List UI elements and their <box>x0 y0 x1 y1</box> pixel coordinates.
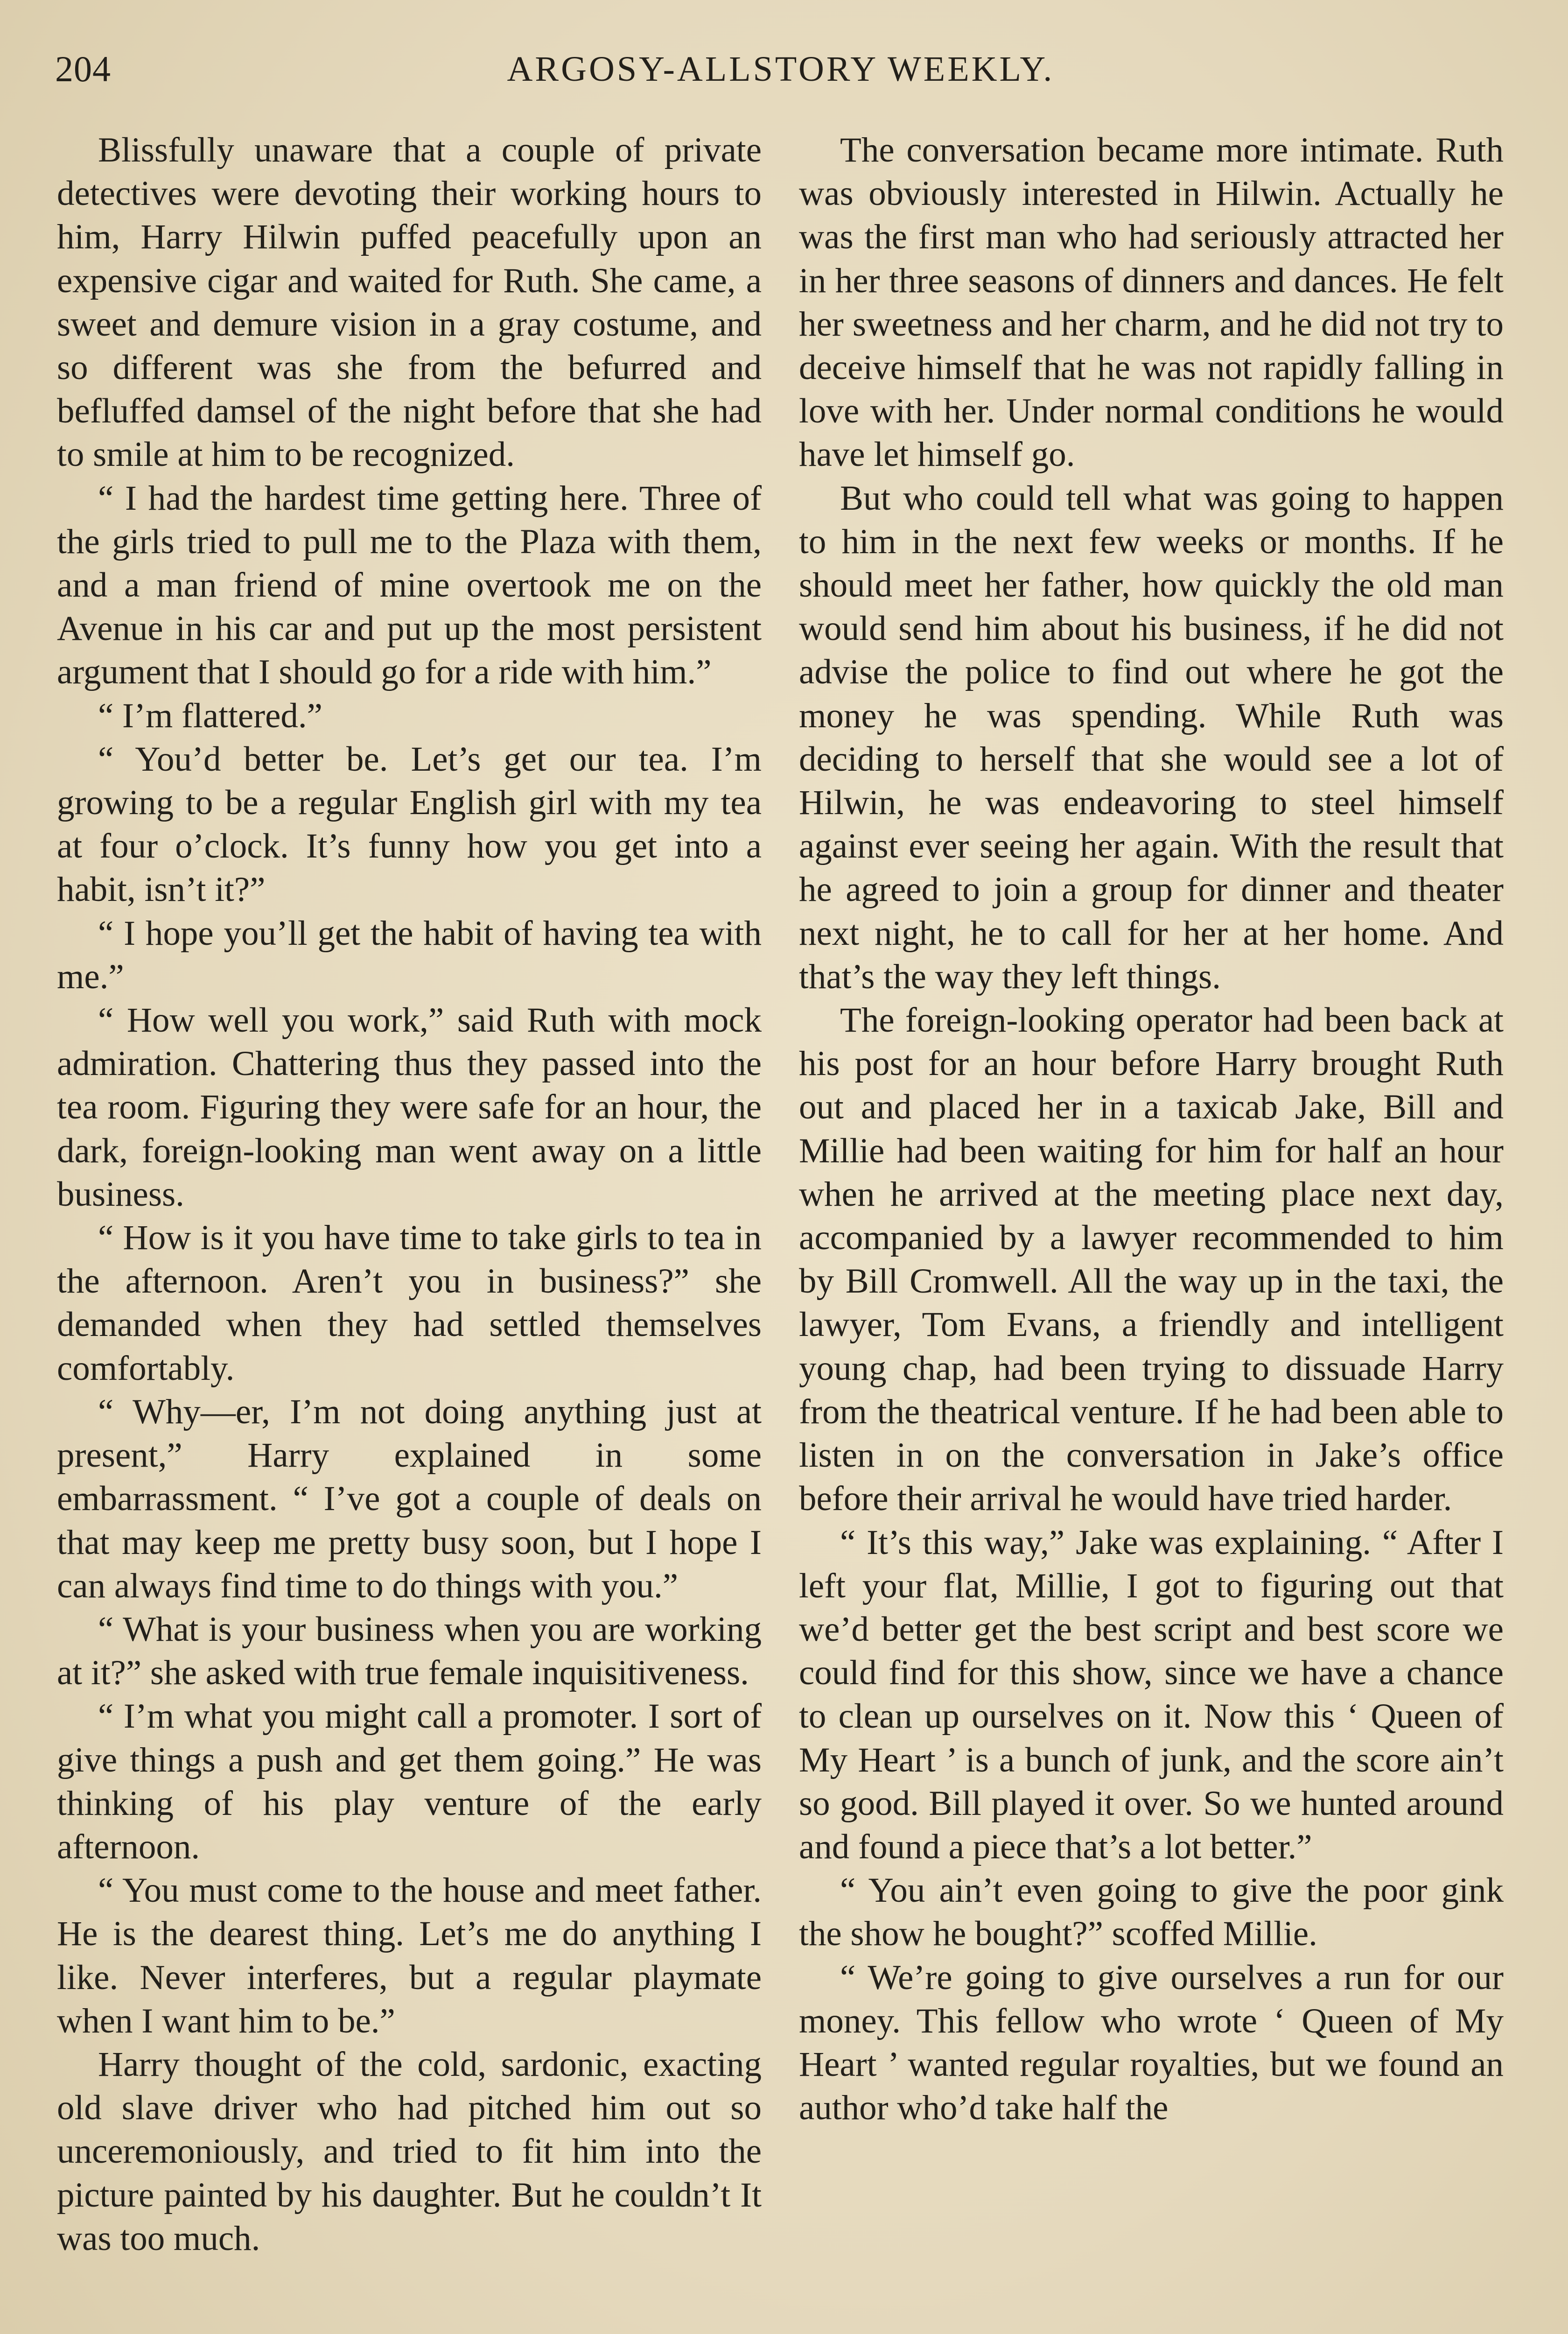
paragraph: “ I had the hardest time getting here. Three of the girls tried to pull me to the Plaza with them, and a man friend of mine overtook me on the Avenue in his car and put up the most persistent argument that I should go for a ride with him.” <box>57 478 762 692</box>
paragraph: “ I hope you’ll get the habit of having tea with me.” <box>57 914 762 996</box>
right-column <box>799 128 1504 2130</box>
paragraph: But who could tell what was going to happen to him in the next few weeks or months. If he should meet her father, how quickly the old man would send him about his business, if he did not advise the police to find out where he got the money he was spending. While Ruth was deciding to herself that she would see a lot of Hilwin, he was endeavoring to steel himself against ever seeing her again. With the result that he agreed to join a group for dinner and theater next night, he to call for her at her home. And that’s the way they left things. <box>799 478 1504 996</box>
paragraph: “ How well you work,” said Ruth with mock admiration. Chattering thus they passed into the tea room. Figuring they were safe for an hour, the dark, foreign-looking man went away on a little business. <box>57 1001 762 1214</box>
page-number: 204 <box>55 49 111 89</box>
paragraph: “ I’m what you might call a promoter. I sort of give things a push and get them going.” He was thinking of his play venture of the early afternoon. <box>57 1697 762 1866</box>
paragraph: Harry thought of the cold, sardonic, exacting old slave driver who had pitched him out so unceremoniously, and tried to fit him into the picture painted by his daughter. But he couldn’t It was too much. <box>57 2045 762 2258</box>
paragraph: “ You’d better be. Let’s get our tea. I’m growing to be a regular English girl with my tea at four o’clock. It’s funny how you get into a habit, isn’t it?” <box>57 739 762 909</box>
paragraph: “ How is it you have time to take girls to tea in the afternoon. Aren’t you in business?” she demanded when they had settled themselves comfortably. <box>57 1218 762 1388</box>
page-header <box>55 46 1506 97</box>
running-title: ARGOSY-ALLSTORY WEEKLY. <box>507 49 1055 89</box>
paragraph: “ What is your business when you are working at it?” she asked with true female inquisitiveness. <box>57 1610 762 1693</box>
paragraph: The conversation became more intimate. Ruth was obviously interested in Hilwin. Actually he was the first man who had seriously attracted her in her three seasons of dinners and dances. He felt her sweetness and her charm, and he did not try to deceive himself that he was not rapidly falling in love with her. Under normal conditions he would have let himself go. <box>799 131 1504 474</box>
paragraph: “ You must come to the house and meet father. He is the dearest thing. Let’s me do anything I like. Never interferes, but a regular playmate when I want him to be.” <box>57 1871 762 2040</box>
paragraph: “ We’re going to give ourselves a run for our money. This fellow who wrote ‘ Queen of My Heart ’ wanted regular royalties, but we found an author who’d take half the <box>799 1958 1504 2128</box>
paragraph: “ Why—er, I’m not doing anything just at present,” Harry explained in some embarrassment. “ I’ve got a couple of deals on that may keep me pretty busy soon, but I hope I can always find time to do things with you.” <box>57 1392 762 1605</box>
paragraph: “ It’s this way,” Jake was explaining. “ After I left your flat, Millie, I got to figuring out that we’d better get the best script and best score we could find for this show, since we have a chance to clean up ourselves on it. Now this ‘ Queen of My Heart ’ is a bunch of junk, and the score ain’t so good. Bill played it over. So we hunted around and found a piece that’s a lot better.” <box>799 1523 1504 1866</box>
paragraph: “ I’m flattered.” <box>98 696 322 735</box>
paragraph: The foreign-looking operator had been back at his post for an hour before Harry brought Ruth out and placed her in a taxicab Jake, Bill and Millie had been waiting for him for half an hour when he arrived at the meeting place next day, accompanied by a lawyer recommended to him by Bill Cromwell. All the way up in the taxi, the lawyer, Tom Evans, a friendly and intelligent young chap, had been trying to dissuade Harry from the theatrical venture. If he had been able to listen in on the conversation in Jake’s office before their arrival he would have tried harder. <box>799 1001 1504 1519</box>
left-column <box>57 128 762 2260</box>
paragraph: Blissfully unaware that a couple of private detectives were devoting their working hours to him, Harry Hilwin puffed peacefully upon an expensive cigar and waited for Ruth. She came, a sweet and demure vision in a gray costume, and so different was she from the befurred and befluffed damsel of the night before that she had to smile at him to be recognized. <box>57 131 762 474</box>
paragraph: “ You ain’t even going to give the poor gink the show he bought?” scoffed Millie. <box>799 1871 1504 1954</box>
